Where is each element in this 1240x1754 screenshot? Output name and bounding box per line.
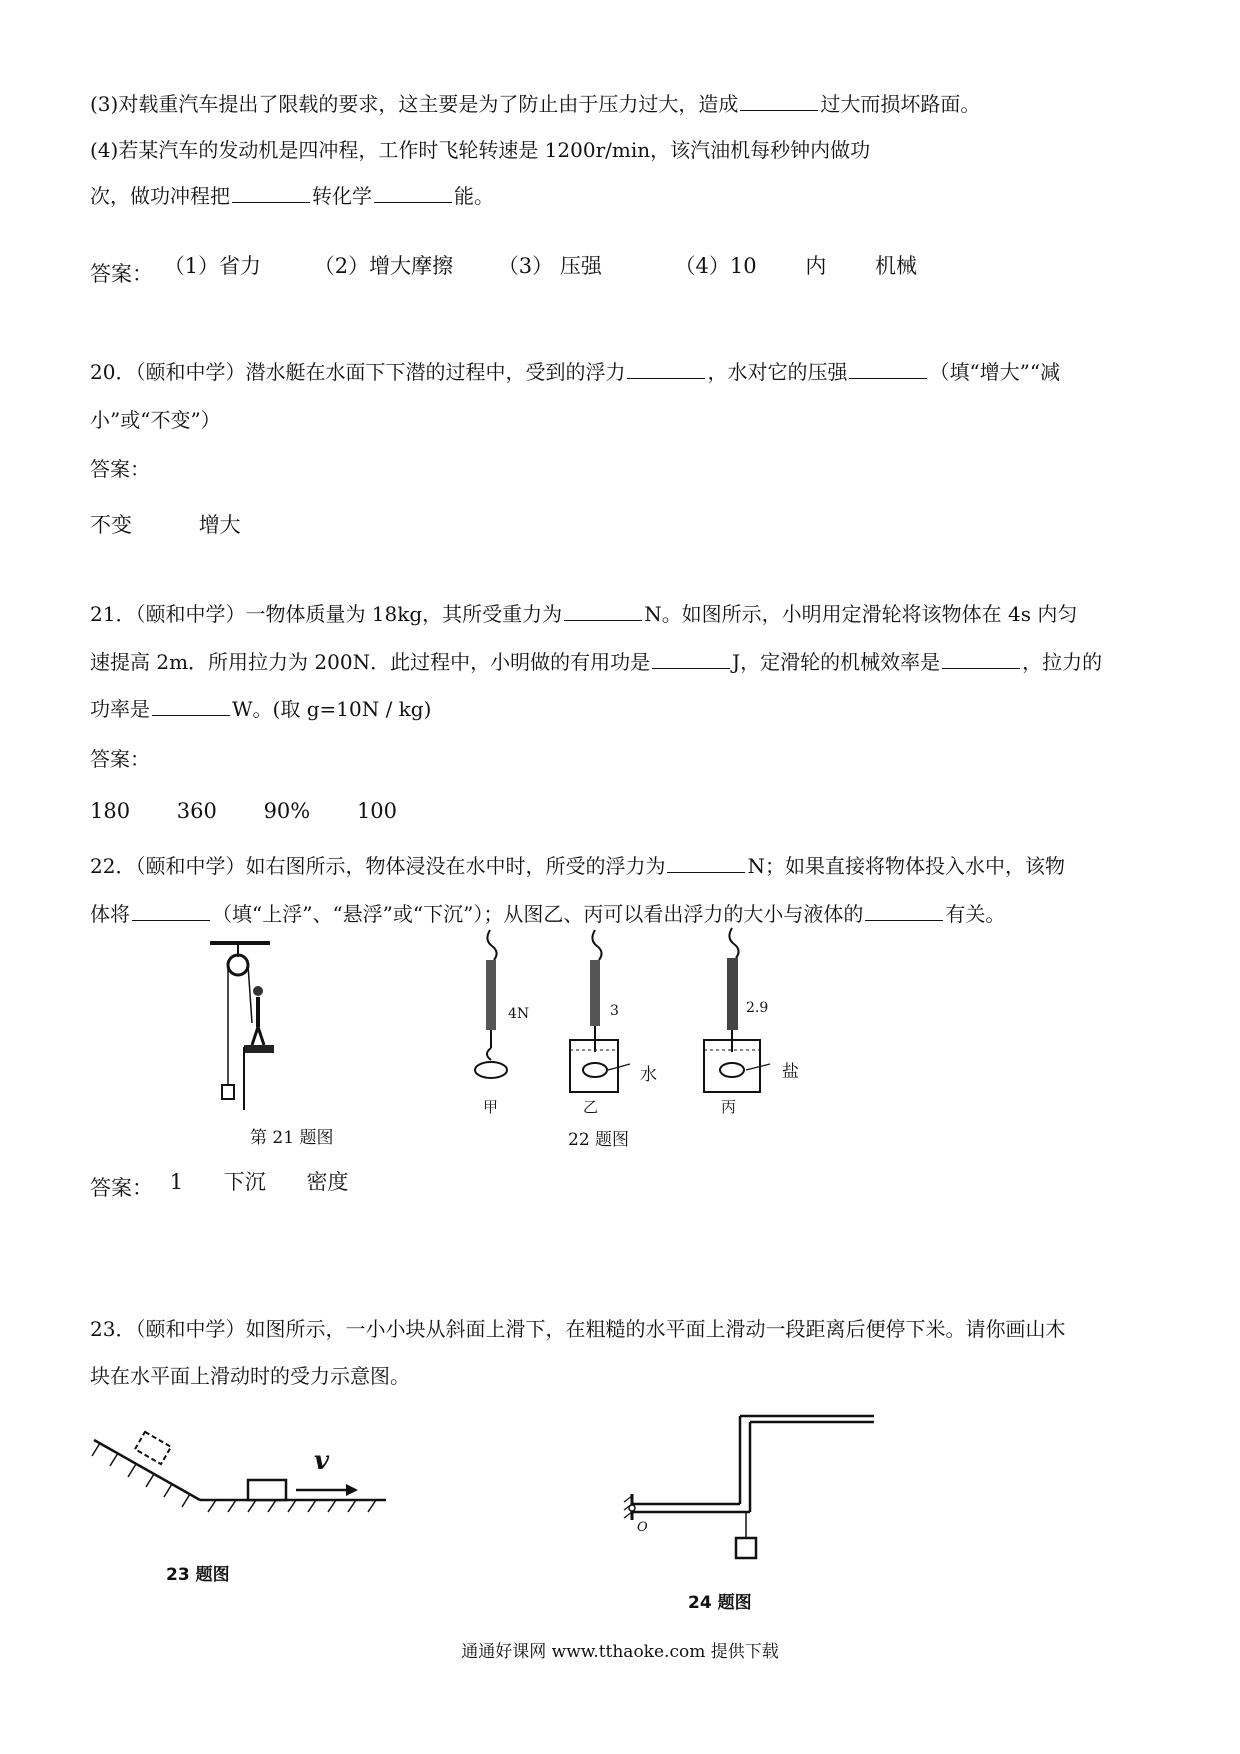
fig23-velocity-label: v: [314, 1446, 330, 1476]
q22-line1: 22．（颐和中学）如右图所示，物体浸没在水中时，所受的浮力为 N；如果直接将物体投入水中，该物: [90, 854, 1065, 878]
q21-line2: 速提高 2m．所用拉力为 200N．此过程中，小明做的有用功是 J，定滑轮的机械效率是 ，拉力的: [90, 650, 1103, 674]
q22-line2: 体将 （填“上浮”、“悬浮”或“下沉”）；从图乙、丙可以看出浮力的大小与液体的 有关。: [90, 902, 1006, 926]
blank[interactable]: [865, 900, 943, 921]
blank[interactable]: [374, 182, 452, 203]
blank[interactable]: [942, 648, 1020, 669]
fig24-caption: 24 题图: [688, 1593, 752, 1613]
fig22-label-jia: 甲: [483, 1098, 499, 1116]
q21-line1: 21．（颐和中学）一物体质量为 18kg，其所受重力为 N。如图所示，小明用定滑轮将该物体在 4s 内匀: [90, 602, 1078, 626]
q20-answer: 不变 增大: [90, 513, 241, 537]
fig22-reading-bing: 2.9: [746, 1000, 769, 1016]
q23-line1: 23．（颐和中学）如图所示，一小小块从斜面上滑下，在粗糙的水平面上滑动一段距离后便停下米。请你画山木: [90, 1317, 1066, 1341]
q19-line3: (3)对载重汽车提出了限载的要求，这主要是为了防止由于压力过大，造成 过大而损坏路面。: [90, 92, 981, 116]
q20-answer-label: 答案：: [90, 457, 150, 481]
q19-line5: 次，做功冲程把 转化学 能。: [90, 184, 494, 208]
blank[interactable]: [132, 900, 210, 921]
q21-answer: 180 360 90% 100: [90, 799, 398, 823]
q19-line4: (4)若某汽车的发动机是四冲程，工作时飞轮转速是 1200r/min，该汽油机每秒钟内做功: [90, 138, 871, 162]
fig23-incline-diagram: [90, 1430, 390, 1550]
q20-line2: 小”或“不变”）: [90, 408, 221, 432]
fig21-pulley-diagram: [200, 935, 320, 1115]
blank[interactable]: [564, 600, 642, 621]
q19-answer: 答案： （1）省力 （2）增大摩擦 （3） 压强 （4）10 内 机械: [90, 254, 918, 286]
q21-answer-label: 答案：: [90, 747, 150, 771]
blank[interactable]: [667, 852, 745, 873]
fig22-label-yi: 乙: [583, 1098, 599, 1116]
fig24-pivot-label: O: [637, 1520, 648, 1535]
q22-answer: 答案： 1 下沉 密度: [90, 1170, 349, 1200]
blank[interactable]: [849, 358, 927, 379]
fig21-caption: 第 21 题图: [250, 1128, 334, 1148]
fig22-label-bing: 丙: [721, 1098, 737, 1116]
blank[interactable]: [652, 648, 730, 669]
fig22-label-salt: 盐: [782, 1062, 799, 1082]
fig22-label-water: 水: [640, 1065, 657, 1085]
fig24-lever-diagram: [620, 1412, 880, 1562]
q21-line3: 功率是 W。(取 g=10N / kg): [90, 697, 432, 721]
fig22-reading-jia: 4N: [508, 1006, 530, 1022]
fig23-caption: 23 题图: [166, 1565, 230, 1585]
blank[interactable]: [232, 182, 310, 203]
blank[interactable]: [627, 358, 705, 379]
q23-line2: 块在水平面上滑动时的受力示意图。: [90, 1364, 410, 1388]
fig22-reading-yi: 3: [610, 1003, 619, 1019]
blank[interactable]: [152, 695, 230, 716]
page-footer: 通通好课网 www.tthaoke.com 提供下载: [461, 1642, 779, 1662]
q20-line1: 20．（颐和中学）潜水艇在水面下下潜的过程中，受到的浮力 ，水对它的压强 （填“增大”“减: [90, 360, 1061, 384]
fig22-caption: 22 题图: [568, 1130, 630, 1150]
blank[interactable]: [740, 90, 818, 111]
